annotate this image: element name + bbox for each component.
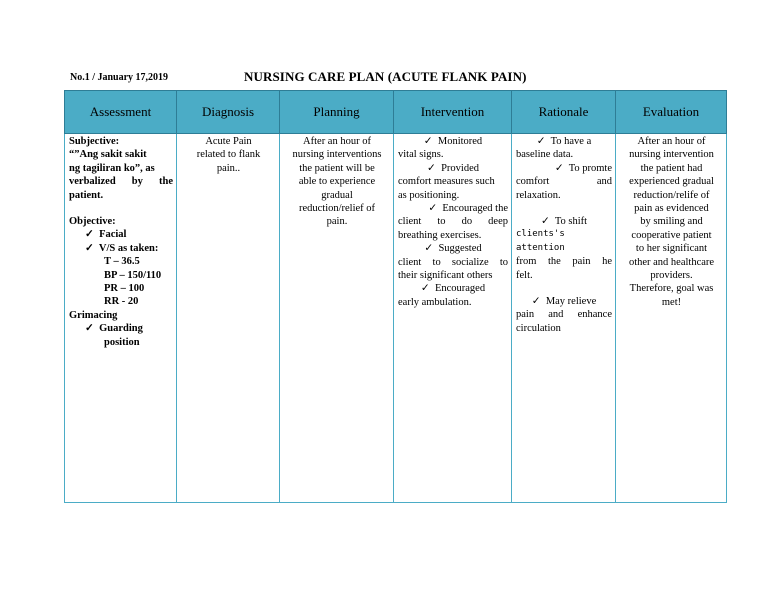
check-icon: ✓ bbox=[427, 162, 436, 174]
rationale-line: ✓ To promte bbox=[554, 162, 612, 174]
diagnosis-line: related to flank bbox=[196, 149, 261, 161]
evaluation-line: other and healthcare bbox=[628, 256, 715, 268]
evaluation-line: to her significant bbox=[635, 243, 708, 255]
rationale-line: ✓ May relieve bbox=[531, 296, 597, 308]
intervention-line: ✓ Suggested bbox=[424, 243, 482, 255]
table-header-row bbox=[65, 91, 727, 134]
intervention-line: vital signs. bbox=[398, 149, 444, 161]
diagnosis-line: Acute Pain bbox=[205, 136, 252, 147]
objective-item-continued: position bbox=[104, 336, 140, 348]
rationale-line: relaxation. bbox=[516, 189, 561, 201]
vital-sign: T – 36.5 bbox=[104, 256, 140, 268]
intervention-line: ✓ Encouraged bbox=[420, 283, 486, 295]
check-icon: ✓ bbox=[85, 323, 94, 335]
rationale-line: clients's attention bbox=[516, 229, 565, 253]
vital-sign: PR – 100 bbox=[104, 283, 145, 295]
planning-line: able to experience bbox=[298, 176, 376, 188]
evaluation-line: the patient had bbox=[640, 162, 703, 174]
diagnosis-cell bbox=[177, 134, 280, 503]
check-icon: ✓ bbox=[536, 136, 546, 147]
evaluation-line: by smiling and bbox=[640, 216, 703, 228]
check-icon: ✓ bbox=[85, 229, 94, 241]
objective-item: ✓ Guarding bbox=[85, 323, 143, 335]
evaluation-line: After an hour of bbox=[637, 136, 706, 147]
rationale-line: pain and enhance bbox=[516, 309, 612, 321]
evaluation-cell bbox=[616, 134, 727, 503]
subjective-label: Subjective: bbox=[69, 136, 120, 147]
check-icon: ✓ bbox=[531, 296, 541, 308]
grimacing-text: Grimacing bbox=[69, 309, 118, 321]
objective-item: ✓ V/S as taken: bbox=[85, 242, 159, 254]
header-planning: Planning bbox=[280, 91, 394, 134]
planning-line: nursing interventions bbox=[292, 149, 382, 161]
header-diagnosis: Diagnosis bbox=[177, 91, 280, 134]
planning-line: gradual bbox=[321, 189, 353, 201]
rationale-line: baseline data. bbox=[516, 149, 574, 161]
intervention-line: ✓ Provided bbox=[427, 162, 479, 174]
planning-line: pain. bbox=[326, 216, 348, 228]
planning-cell bbox=[280, 134, 394, 503]
objective-label: Objective: bbox=[69, 216, 116, 228]
subjective-quote-line: “”Ang sakit sakit bbox=[69, 149, 147, 161]
intervention-line: client to do deep bbox=[398, 216, 508, 228]
planning-line: After an hour of bbox=[303, 136, 371, 147]
diagnosis-line: pain.. bbox=[216, 162, 241, 174]
rationale-line: ✓ To have a bbox=[536, 136, 592, 147]
intervention-cell bbox=[394, 134, 512, 503]
rationale-line: from the pain he bbox=[516, 256, 612, 268]
rationale-line: circulation bbox=[516, 322, 561, 334]
check-icon: ✓ bbox=[423, 136, 433, 147]
assessment-cell bbox=[65, 134, 177, 503]
header-evaluation: Evaluation bbox=[616, 91, 727, 134]
evaluation-line: pain as evidenced bbox=[634, 203, 709, 215]
check-icon: ✓ bbox=[554, 162, 564, 174]
table-row bbox=[65, 134, 727, 503]
subjective-quote-line: ng tagiliran ko”, as bbox=[69, 162, 155, 174]
document-number-date: No.1 / January 17,2019 bbox=[70, 72, 169, 83]
check-icon: ✓ bbox=[428, 203, 438, 215]
rationale-cell bbox=[512, 134, 616, 503]
evaluation-line: reduction/relife of bbox=[633, 189, 710, 201]
evaluation-line: met! bbox=[661, 296, 682, 308]
subjective-quote-line: verbalized by the bbox=[69, 176, 173, 188]
header-intervention: Intervention bbox=[394, 91, 512, 134]
header-rationale: Rationale bbox=[512, 91, 616, 134]
check-icon: ✓ bbox=[420, 283, 430, 295]
care-plan-table bbox=[64, 90, 727, 503]
evaluation-line: nursing intervention bbox=[629, 149, 714, 161]
evaluation-line: providers. bbox=[650, 270, 693, 282]
subjective-quote-line: patient. bbox=[69, 189, 104, 201]
vital-sign: RR - 20 bbox=[104, 296, 139, 308]
rationale-line: comfort and bbox=[516, 176, 612, 188]
intervention-line: their significant others bbox=[398, 270, 493, 282]
vital-sign: BP – 150/110 bbox=[104, 269, 162, 281]
rationale-line: felt. bbox=[516, 269, 533, 281]
objective-item: ✓ Facial bbox=[85, 229, 127, 241]
document-title: NURSING CARE PLAN (ACUTE FLANK PAIN) bbox=[244, 69, 527, 84]
check-icon: ✓ bbox=[85, 242, 94, 254]
intervention-line: ✓ Monitored bbox=[423, 136, 483, 147]
header-assessment: Assessment bbox=[65, 91, 177, 134]
evaluation-line: experienced gradual bbox=[629, 176, 714, 188]
rationale-line: ✓ To shift bbox=[540, 216, 588, 228]
intervention-line: early ambulation. bbox=[398, 296, 472, 308]
planning-line: the patient will be bbox=[299, 162, 375, 174]
intervention-line: breathing exercises. bbox=[398, 229, 482, 241]
planning-line: reduction/relief of bbox=[298, 203, 376, 215]
evaluation-line: Therefore, goal was bbox=[629, 283, 714, 295]
intervention-line: comfort measures such bbox=[398, 176, 495, 188]
intervention-line: ✓ Encouraged the bbox=[428, 203, 508, 215]
check-icon: ✓ bbox=[424, 243, 434, 255]
check-icon: ✓ bbox=[540, 216, 550, 228]
intervention-line: as positioning. bbox=[398, 189, 460, 201]
evaluation-line: cooperative patient bbox=[631, 229, 712, 241]
intervention-line: client to socialize to bbox=[398, 256, 508, 268]
